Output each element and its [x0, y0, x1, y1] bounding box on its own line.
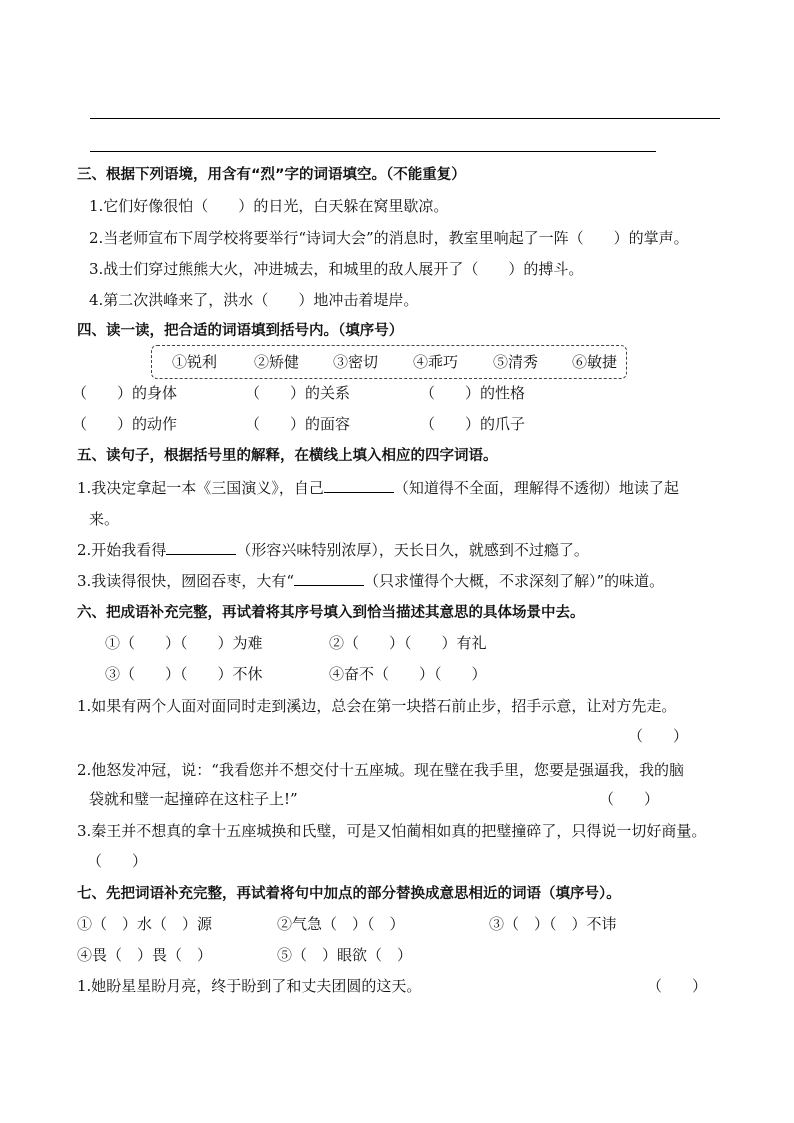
option-5: ⑤清秀: [493, 353, 539, 371]
answer-line-1: [90, 118, 720, 119]
idiom-1: ①（ ）水（ ）源: [77, 915, 213, 933]
answer-paren: （ ）: [87, 852, 148, 870]
option-2: ②矫健: [254, 353, 300, 371]
idiom-4: ④奋不（ ）（ ）: [329, 665, 487, 683]
sec3-question-2: 2.当老师宣布下周学校将要举行“诗词大会”的消息时，教室里响起了一阵（ ）的掌声。: [89, 229, 689, 247]
q2-text-a: 2.开始我看得: [77, 541, 167, 559]
idiom-1: ①（ ）（ ）为难: [105, 634, 263, 652]
answer-paren: （ ）: [599, 790, 660, 808]
sec5-question-3: [77, 571, 664, 591]
section-5-title: 五、读句子，根据括号里的解释，在横线上填入相应的四字词语。: [77, 448, 498, 464]
q3-text-a: 3.我读得很快，囫囵吞枣，大有“: [77, 572, 294, 590]
idiom-4: ④畏（ ）畏（ ）: [77, 946, 213, 964]
fill-item: （ ）的关系: [245, 384, 351, 402]
sec5-question-2: [77, 540, 589, 560]
q2-text-b: （形容兴味特别浓厚），天长日久，就感到不过瘾了。: [236, 541, 589, 559]
idiom-2: ②气急（ ）（ ）: [277, 915, 405, 933]
word-options-box: [151, 345, 627, 379]
idiom-3: ③（ ）（ ）不休: [105, 665, 263, 683]
fill-item: （ ）的身体: [72, 384, 178, 402]
option-3: ③密切: [333, 353, 379, 371]
sec6-question-3: 3.秦王并不想真的拿十五座城换和氏璧，可是又怕蔺相如真的把璧撞碎了，只得说一切好商量。: [77, 822, 707, 840]
option-4: ④乖巧: [413, 353, 459, 371]
sec6-question-2-cont: 袋就和璧一起撞碎在这柱子上!”: [89, 790, 298, 808]
idiom-2: ②（ ）（ ）有礼: [329, 634, 487, 652]
fill-item: （ ）的动作: [72, 415, 178, 433]
answer-paren: （ ）: [628, 727, 689, 745]
fill-item: （ ）的面容: [245, 415, 351, 433]
option-1: ①锐利: [172, 353, 218, 371]
section-4-title: 四、读一读，把合适的词语填到括号内。（填序号）: [77, 323, 404, 339]
sec3-question-4: 4.第二次洪峰来了，洪水（ ）地冲击着堤岸。: [89, 291, 419, 309]
idiom-3: ③（ ）（ ）不讳: [489, 915, 617, 933]
answer-paren: （ ）: [647, 977, 708, 995]
section-6-title: 六、把成语补充完整，再试着将其序号填入到恰当描述其意思的具体场景中去。: [77, 605, 585, 621]
option-6: ⑥敏捷: [572, 353, 618, 371]
sec7-question-1: 1.她盼星星盼月亮，终于盼到了和丈夫团圆的这天。: [77, 977, 422, 995]
fill-item: （ ）的性格: [420, 384, 526, 402]
sec6-question-2: 2.他怒发冲冠，说：“我看您并不想交付十五座城。现在璧在我手里，您要是强逼我，我的脑: [77, 761, 684, 779]
sec3-question-1: 1.它们好像很怕（ ）的日光，白天躲在窝里歇凉。: [89, 197, 449, 215]
sec5-question-1-cont: 来。: [89, 510, 120, 528]
q1-text-b: （知道得不全面，理解得不透彻）地读了起: [393, 479, 679, 497]
answer-line-2: [90, 151, 656, 152]
sec6-question-1: 1.如果有两个人面对面同时走到溪边，总会在第一块搭石前止步，招手示意，让对方先走。: [77, 697, 677, 715]
blank-line: [166, 540, 236, 555]
idiom-5: ⑤（ ）眼欲（ ）: [277, 946, 413, 964]
section-3-title: 三、根据下列语境，用含有“烈”字的词语填空。（不能重复）: [77, 167, 466, 183]
sec3-question-3: 3.战士们穿过熊熊大火，冲进城去，和城里的敌人展开了（ ）的搏斗。: [89, 260, 584, 278]
q1-text-a: 1.我决定拿起一本《三国演义》，自己: [77, 479, 324, 497]
fill-item: （ ）的爪子: [420, 415, 526, 433]
section-7-title: 七、先把词语补充完整，再试着将句中加点的部分替换成意思相近的词语（填序号）。: [77, 886, 621, 902]
q3-text-b: （只求懂得个大概，不求深刻了解）”的味道。: [363, 572, 665, 590]
blank-line: [324, 478, 394, 493]
sec5-question-1: [77, 478, 679, 498]
blank-line: [294, 571, 364, 586]
